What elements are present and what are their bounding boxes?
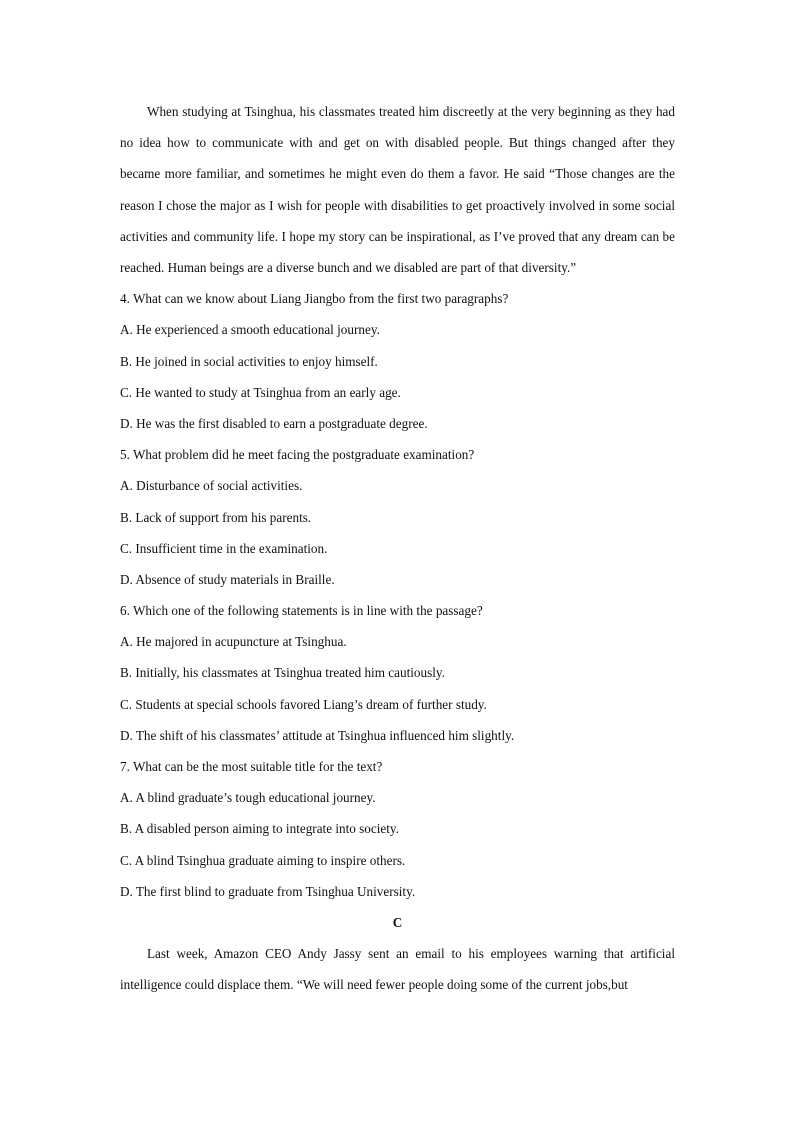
option-a: A. He experienced a smooth educational journey.: [120, 322, 380, 338]
question-stem: 4. What can we know about Liang Jiangbo from the first two paragraphs?: [120, 291, 509, 307]
option-c: C. He wanted to study at Tsinghua from an early age.: [120, 384, 401, 400]
option-b: B. He joined in social activities to enjoy himself.: [120, 353, 378, 369]
option-d: D. He was the first disabled to earn a postgraduate degree.: [120, 415, 428, 431]
option-b: B. A disabled person aiming to integrate into society.: [120, 821, 399, 837]
option-d: D. Absence of study materials in Braille.: [120, 571, 335, 587]
option-d: D. The first blind to graduate from Tsinghua University.: [120, 883, 416, 899]
document-page: [120, 96, 675, 1001]
option-a: A. He majored in acupuncture at Tsinghua.: [120, 634, 347, 650]
passage-paragraph: When studying at Tsinghua, his classmates treated him discreetly at the very beginning as they had no idea how to communicate with and get on with disabled people. But things changed after they became more familiar, and sometimes he might even do them a favor. He said “Those changes are the reason I chose the major as I wish for people with disabilities to get proactively involved in some social activities and community life. I hope my story can be inspirational, as I’ve proved that any dream can be reached. Human beings are a diverse bunch and we disabled are part of that diversity.”: [120, 104, 675, 276]
option-c: C. A blind Tsinghua graduate aiming to inspire others.: [120, 852, 406, 868]
option-a: A. A blind graduate’s tough educational journey.: [120, 790, 376, 806]
question-stem: 7. What can be the most suitable title for the text?: [120, 759, 383, 775]
question-stem: 6. Which one of the following statements is in line with the passage?: [120, 603, 483, 619]
question-stem: 5. What problem did he meet facing the postgraduate examination?: [120, 447, 475, 463]
passage-c-paragraph: Last week, Amazon CEO Andy Jassy sent an email to his employees warning that artificial intelligence could displace them. “We will need fewer people doing some of the current jobs,but: [120, 946, 675, 993]
option-c: C. Insufficient time in the examination.: [120, 540, 328, 556]
question-4: [120, 283, 675, 439]
option-b: B. Initially, his classmates at Tsinghua treated him cautiously.: [120, 665, 445, 681]
option-a: A. Disturbance of social activities.: [120, 478, 303, 494]
option-d: D. The shift of his classmates’ attitude at Tsinghua influenced him slightly.: [120, 727, 515, 743]
section-heading: C: [392, 914, 403, 930]
option-b: B. Lack of support from his parents.: [120, 509, 312, 525]
question-7: [120, 751, 675, 907]
question-5: [120, 439, 675, 595]
question-6: [120, 595, 675, 751]
option-c: C. Students at special schools favored Liang’s dream of further study.: [120, 696, 487, 712]
